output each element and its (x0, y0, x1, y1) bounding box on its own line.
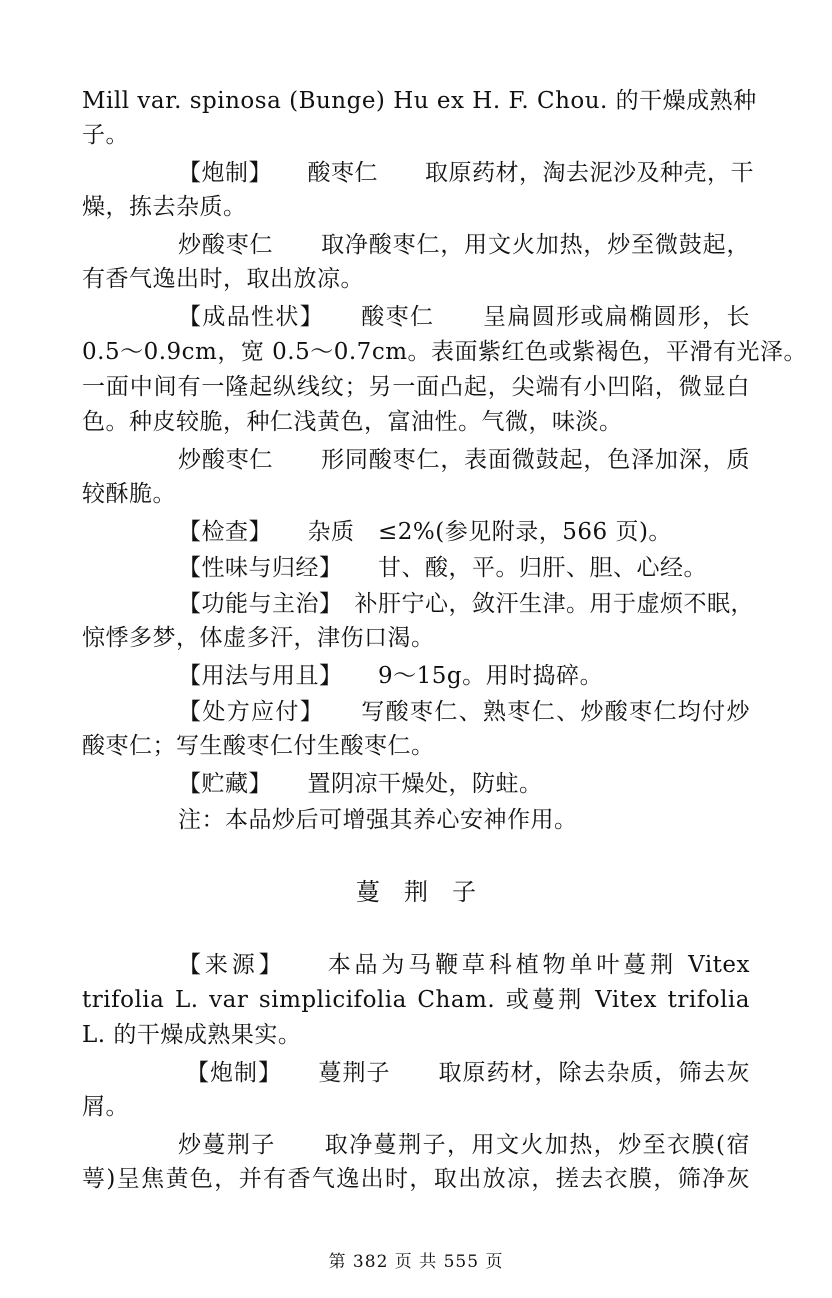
text-line: 【功能与主治】 补肝宁心，敛汗生津。用于虚烦不眠， (178, 591, 754, 617)
text-line: 【处方应付】 写酸枣仁、熟枣仁、炒酸枣仁均付炒 (178, 699, 750, 725)
text-line: 炒蔓荆子 取净蔓荆子，用文火加热，炒至衣膜(宿 (178, 1132, 750, 1158)
text-line: 【贮藏】 置阴凉干燥处，防蛀。 (178, 771, 543, 797)
text-line: 燥，拣去杂质。 (82, 194, 247, 220)
text-line: 酸枣仁；写生酸枣仁付生酸枣仁。 (82, 733, 435, 759)
text-line: 【炮制】 蔓荆子 取原药材，除去杂质，筛去灰 (186, 1060, 750, 1086)
text-line: 【检查】 杂质 ≤2%(参见附录，566 页)。 (178, 519, 672, 545)
text-line: 惊悸多梦，体虚多汗，津伤口渴。 (82, 625, 435, 651)
text-line: 有香气逸出时，取出放凉。 (82, 266, 364, 292)
text-line: 【炮制】 酸枣仁 取原药材，淘去泥沙及种壳，干 (178, 160, 754, 186)
section-title: 蔓荆子 (356, 878, 500, 906)
text-line: trifolia L. var simplicifolia Cham. 或蔓荆 Vitex trifolia (82, 987, 750, 1013)
text-line: 【性味与归经】 甘、酸，平。归肝、胆、心经。 (178, 555, 707, 581)
text-line: 炒酸枣仁 形同酸枣仁，表面微鼓起，色泽加深，质 (178, 447, 750, 473)
text-line: L. 的干燥成熟果实。 (82, 1022, 302, 1048)
text-line: 0.5～0.9cm，宽 0.5～0.7cm。表面紫红色或紫褐色，平滑有光泽。 (82, 339, 808, 365)
text-line: 屑。 (82, 1094, 129, 1120)
page-footer: 第 382 页 共 555 页 (328, 1252, 504, 1272)
text-line: Mill var. spinosa (Bunge) Hu ex H. F. Chou. 的干燥成熟种 (82, 88, 757, 114)
text-line: 色。种皮较脆，种仁浅黄色，富油性。气微，味淡。 (82, 409, 623, 435)
text-line: 子。 (82, 122, 129, 148)
text-line: 【用法与用且】 9～15g。用时捣碎。 (178, 663, 604, 689)
text-line: 一面中间有一隆起纵线纹；另一面凸起，尖端有小凹陷，微显白 (82, 374, 750, 400)
text-line: 【来源】 本品为马鞭草科植物单叶蔓荆 Vitex (178, 952, 750, 978)
text-line: 萼)呈焦黄色，并有香气逸出时，取出放凉，搓去衣膜，筛净灰 (82, 1166, 750, 1192)
text-line: 炒酸枣仁 取净酸枣仁，用文火加热，炒至微鼓起， (178, 232, 750, 258)
text-line: 较酥脆。 (82, 481, 176, 507)
text-line: 【成品性状】 酸枣仁 呈扁圆形或扁椭圆形，长 (178, 304, 750, 330)
text-line: 注：本品炒后可增强其养心安神作用。 (178, 807, 578, 833)
